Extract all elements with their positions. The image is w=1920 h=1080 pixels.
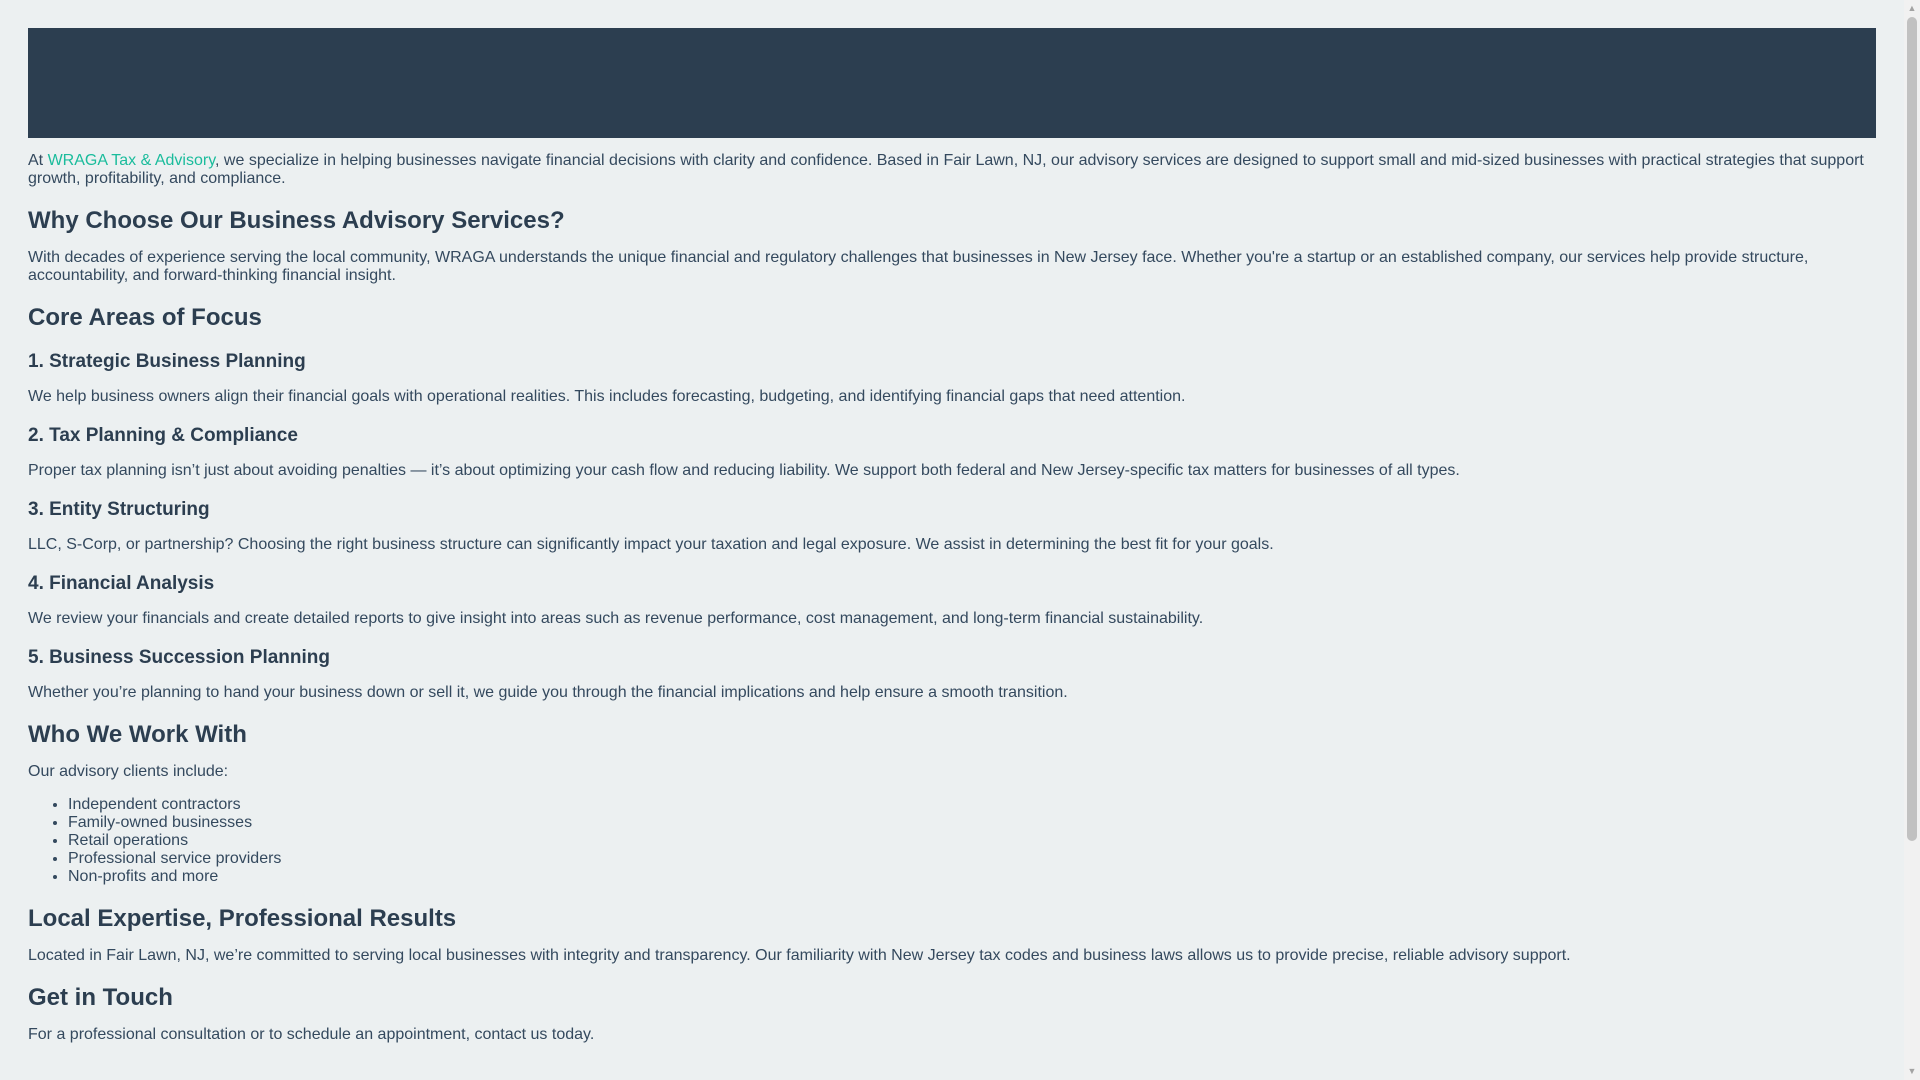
who-heading: Who We Work With [28, 721, 247, 748]
why-paragraph: With decades of experience serving the local community, WRAGA understands the unique financial and regulatory challenges that businesses in New Jersey face. Whether you're a startup or an established company, our services help provide structure, accountability, and forward-thinking financial insight. [28, 249, 1809, 284]
client-list-item: • Non-profits and more [68, 868, 1876, 886]
client-list [28, 796, 1876, 886]
client-list-item: • Professional service providers [68, 850, 1876, 868]
client-list-item: • Family-owned businesses [68, 814, 1876, 832]
down-arrow-icon[interactable]: ▼ [1907, 1066, 1917, 1076]
intro-paragraph [28, 152, 1876, 188]
focus-heading-strategic-planning: 1. Strategic Business Planning [28, 351, 306, 372]
contact-paragraph: For a professional consultation or to schedule an appointment, contact us today. [28, 1026, 595, 1043]
intro-suffix: , we specialize in helping businesses navigate financial decisions with clarity and confidence. Based in Fair Lawn, NJ, our advisory services are designed to support small and mid-sized businesses with practical strategies that support growth, profitability, and compliance. [28, 152, 1864, 187]
focus-heading-financial-analysis: 4. Financial Analysis [28, 573, 215, 594]
focus-text-financial-analysis: We review your financials and create detailed reports to give insight into areas such as revenue performance, cost management, and long-term financial sustainability. [28, 610, 1204, 627]
local-paragraph: Located in Fair Lawn, NJ, we’re committed to serving local businesses with integrity and transparency. Our familiarity with New Jersey tax codes and business laws allows us to provide precise, reliable advisory support. [28, 947, 1571, 964]
focus-heading-succession-planning: 5. Business Succession Planning [28, 647, 330, 668]
client-list-item: • Independent contractors [68, 796, 1876, 814]
focus-heading-entity-structuring: 3. Entity Structuring [28, 499, 210, 520]
focus-text-succession-planning: Whether you’re planning to hand your business down or sell it, we guide you through the financial implications and help ensure a smooth transition. [28, 684, 1068, 701]
scrollbar-thumb[interactable] [1907, 17, 1917, 841]
wraga-link[interactable]: WRAGA Tax & Advisory [47, 152, 216, 169]
up-arrow-icon[interactable]: ▲ [1907, 3, 1917, 13]
focus-heading-tax-planning: 2. Tax Planning & Compliance [28, 425, 298, 446]
article-content [0, 28, 1904, 1044]
vertical-scrollbar[interactable] [1904, 0, 1920, 1080]
why-heading: Why Choose Our Business Advisory Services? [28, 207, 565, 234]
focus-text-entity-structuring: LLC, S-Corp, or partnership? Choosing the right business structure can significantly impact your taxation and legal exposure. We assist in determining the best fit for your goals. [28, 536, 1274, 553]
header-banner [28, 28, 1876, 138]
focus-text-tax-planning: Proper tax planning isn’t just about avoiding penalties — it’s about optimizing your cash flow and reducing liability. We support both federal and New Jersey-specific tax matters for businesses of all types. [28, 462, 1460, 479]
focus-text-strategic-planning: We help business owners align their financial goals with operational realities. This includes forecasting, budgeting, and identifying financial gaps that need attention. [28, 388, 1186, 405]
core-heading: Core Areas of Focus [28, 304, 262, 331]
local-heading: Local Expertise, Professional Results [28, 905, 457, 932]
client-list-item: • Retail operations [68, 832, 1876, 850]
intro-prefix: At [28, 152, 48, 169]
contact-heading: Get in Touch [28, 984, 173, 1011]
who-paragraph: Our advisory clients include: [28, 763, 229, 780]
